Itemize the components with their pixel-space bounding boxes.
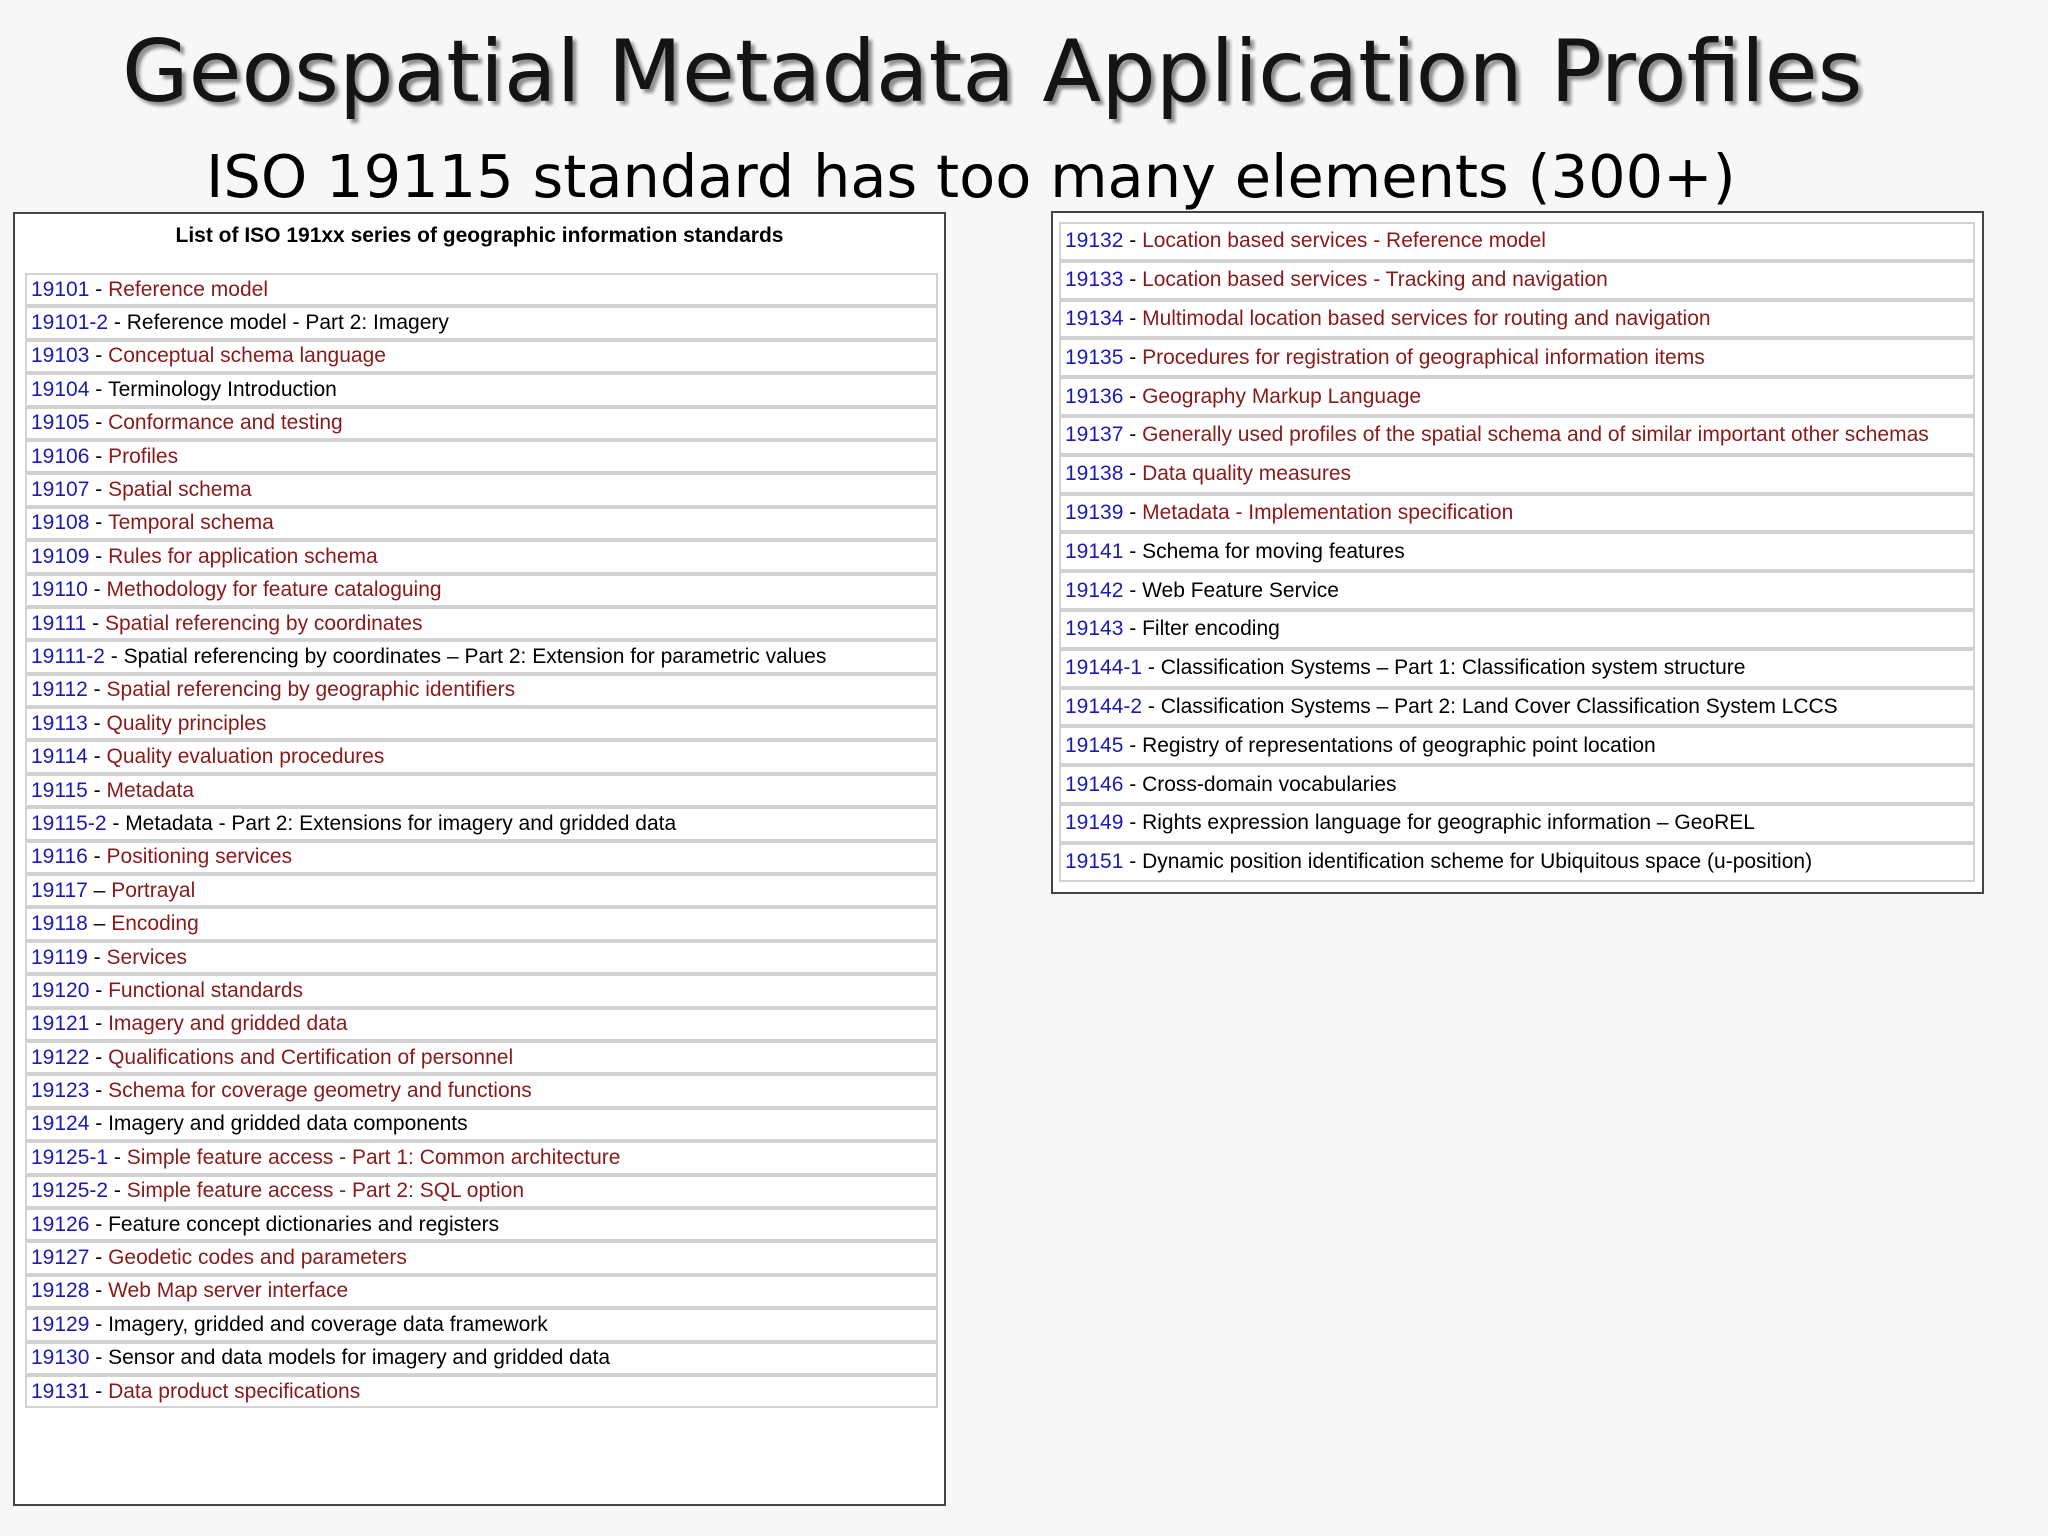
table-row — [1059, 455, 1975, 494]
standard-title[interactable]: Web Map server interface — [108, 1279, 349, 1303]
separator: - — [89, 978, 109, 1002]
separator: - — [87, 945, 107, 969]
standard-title[interactable]: Data product specifications — [108, 1379, 361, 1403]
table-row — [1059, 416, 1975, 455]
standard-code-link[interactable]: 19144-1 — [1065, 656, 1143, 680]
standards-table-left — [13, 212, 946, 1506]
standard-code-link[interactable]: 19115-2 — [31, 811, 107, 835]
standard-code-link[interactable]: 19104 — [31, 377, 90, 401]
slide-title: Geospatial Metadata Application Profiles — [122, 22, 1863, 122]
table-row — [25, 1208, 938, 1241]
standard-code-link[interactable]: 19121 — [31, 1012, 90, 1036]
standard-title[interactable]: Conformance and testing — [108, 411, 343, 435]
separator: - — [1123, 306, 1143, 330]
table-row — [25, 841, 938, 874]
separator: – — [87, 912, 112, 936]
standard-code-link[interactable]: 19143 — [1065, 617, 1124, 641]
standard-code-link[interactable]: 19106 — [31, 444, 90, 468]
table-row — [25, 740, 938, 773]
standard-code-link[interactable]: 19138 — [1065, 462, 1124, 486]
standard-code-link[interactable]: 19108 — [31, 511, 90, 535]
separator: - — [1123, 229, 1143, 253]
separator: - — [89, 377, 109, 401]
standard-code-link[interactable]: 19128 — [31, 1279, 90, 1303]
standard-title[interactable]: Data quality measures — [1142, 462, 1352, 486]
standard-code-link[interactable]: 19130 — [31, 1346, 90, 1370]
standard-title[interactable]: Rules for application schema — [108, 544, 378, 568]
standard-title[interactable]: Conceptual schema language — [108, 344, 386, 368]
separator: - — [89, 1112, 109, 1136]
separator: - — [89, 344, 109, 368]
standard-title[interactable]: Simple feature access - Part 1: Common architecture — [126, 1145, 621, 1169]
standard-code-link[interactable]: 19137 — [1065, 423, 1124, 447]
table-row — [25, 1241, 938, 1274]
separator: - — [89, 444, 109, 468]
table-row — [25, 306, 938, 339]
table-row — [25, 674, 938, 707]
separator: - — [89, 1379, 109, 1403]
standard-title[interactable]: Methodology for feature cataloguing — [106, 578, 442, 602]
standard-code-link[interactable]: 19127 — [31, 1246, 90, 1270]
standard-code-link[interactable]: 19123 — [31, 1079, 90, 1103]
separator: - — [89, 1279, 109, 1303]
standard-title[interactable]: Location based services - Tracking and navigation — [1142, 268, 1608, 292]
standard-title[interactable]: Qualifications and Certification of personnel — [108, 1045, 514, 1069]
table-row — [1059, 222, 1975, 261]
standards-table-right — [1051, 211, 1984, 894]
standard-title[interactable]: Quality principles — [106, 711, 267, 735]
separator: - — [106, 811, 126, 835]
table-row — [25, 1074, 938, 1107]
table-caption: List of ISO 191xx series of geographic information standards — [175, 224, 784, 247]
standard-title[interactable]: Spatial schema — [108, 478, 252, 502]
table-row — [25, 607, 938, 640]
standard-code-link[interactable]: 19133 — [1065, 268, 1124, 292]
separator: - — [89, 511, 109, 535]
separator: - — [89, 1012, 109, 1036]
separator: - — [89, 277, 109, 301]
standard-title: Reference model - Part 2: Imagery — [126, 311, 449, 335]
standard-code-link[interactable]: 19119 — [31, 945, 88, 969]
table-row — [1059, 261, 1975, 300]
table-row — [25, 1275, 938, 1308]
separator: - — [87, 678, 107, 702]
standard-code-link[interactable]: 19112 — [31, 678, 88, 702]
table-row — [25, 507, 938, 540]
table-row — [1059, 300, 1975, 339]
standard-code-link[interactable]: 19136 — [1065, 384, 1124, 408]
separator: - — [1123, 617, 1143, 641]
standard-title[interactable]: Spatial referencing by coordinates — [104, 611, 423, 635]
standard-title: Cross-domain vocabularies — [1142, 772, 1397, 796]
separator: - — [87, 778, 107, 802]
standard-code-link[interactable]: 19125-1 — [31, 1145, 109, 1169]
standard-code-link[interactable]: 19141 — [1065, 539, 1124, 563]
standard-code-link[interactable]: 19107 — [31, 478, 90, 502]
table-row — [1059, 843, 1975, 882]
standard-code-link[interactable]: 19111 — [31, 611, 87, 635]
table-row — [25, 907, 938, 940]
standard-title: Imagery, gridded and coverage data framework — [108, 1312, 548, 1336]
standard-code-link[interactable]: 19111-2 — [31, 644, 105, 668]
standard-title[interactable]: Location based services - Reference model — [1142, 229, 1546, 253]
table-row — [25, 774, 938, 807]
standard-code-link[interactable]: 19120 — [31, 978, 90, 1002]
standard-title[interactable]: Profiles — [108, 444, 179, 468]
separator: - — [89, 1212, 109, 1236]
standard-title: Web Feature Service — [1142, 578, 1339, 602]
standard-title[interactable]: Encoding — [111, 912, 199, 936]
standard-title[interactable]: Schema for coverage geometry and functions — [108, 1079, 532, 1103]
separator: - — [89, 1346, 109, 1370]
separator: - — [1123, 811, 1143, 835]
separator: - — [1123, 423, 1143, 447]
standard-title[interactable]: Metadata — [106, 778, 195, 802]
separator: - — [87, 711, 107, 735]
standard-title: Feature concept dictionaries and registers — [108, 1212, 500, 1236]
table-row — [1059, 494, 1975, 533]
standard-title: Sensor and data models for imagery and gridded data — [108, 1346, 611, 1370]
separator: - — [87, 745, 107, 769]
separator: - — [87, 845, 107, 869]
separator: - — [1142, 694, 1161, 718]
table-row — [1059, 338, 1975, 377]
separator: – — [87, 878, 112, 902]
standard-title[interactable]: Quality evaluation procedures — [106, 745, 385, 769]
table-row — [25, 407, 938, 440]
separator: - — [89, 1246, 109, 1270]
separator: - — [1123, 384, 1143, 408]
standard-title[interactable]: Portrayal — [111, 878, 196, 902]
standard-title: Metadata - Part 2: Extensions for imagery and gridded data — [125, 811, 677, 835]
standard-code-link[interactable]: 19132 — [1065, 229, 1124, 253]
standard-title: Rights expression language for geographic information – GeoREL — [1142, 811, 1755, 835]
standard-code-link[interactable]: 19125-2 — [31, 1179, 109, 1203]
table-row — [1059, 571, 1975, 610]
standard-code-link[interactable]: 19145 — [1065, 733, 1124, 757]
standard-title[interactable]: Simple feature access - Part 2: SQL option — [126, 1179, 524, 1203]
table-row — [25, 807, 938, 840]
standard-title: Classification Systems – Part 2: Land Cover Classification System LCCS — [1160, 694, 1838, 718]
standard-code-link[interactable]: 19146 — [1065, 772, 1124, 796]
standard-code-link[interactable]: 19113 — [31, 711, 88, 735]
separator: - — [1123, 500, 1143, 524]
standard-title: Spatial referencing by coordinates – Part 2: Extension for parametric values — [123, 644, 827, 668]
table-row — [25, 1342, 938, 1375]
standard-code-link[interactable]: 19122 — [31, 1045, 90, 1069]
table-row — [1059, 610, 1975, 649]
standard-title: Schema for moving features — [1142, 539, 1405, 563]
table-row — [25, 1041, 938, 1074]
standard-code-link[interactable]: 19114 — [31, 745, 88, 769]
standard-code-link[interactable]: 19105 — [31, 411, 90, 435]
table-row — [25, 473, 938, 506]
separator: - — [1123, 733, 1143, 757]
standard-code-link[interactable]: 19151 — [1065, 850, 1124, 874]
standard-title[interactable]: Services — [106, 945, 188, 969]
standard-title[interactable]: Spatial referencing by geographic identifiers — [106, 678, 516, 702]
table-row — [25, 1308, 938, 1341]
table-row — [25, 1375, 938, 1408]
table-row — [25, 1108, 938, 1141]
standard-title[interactable]: Multimodal location based services for routing and navigation — [1142, 306, 1711, 330]
separator: - — [1123, 345, 1143, 369]
standard-title: Classification Systems – Part 1: Classification system structure — [1160, 656, 1746, 680]
table-row — [1059, 765, 1975, 804]
standard-title[interactable]: Temporal schema — [108, 511, 274, 535]
standard-title[interactable]: Geodetic codes and parameters — [108, 1246, 407, 1270]
standard-code-link[interactable]: 19139 — [1065, 500, 1124, 524]
slide-subtitle: ISO 19115 standard has too many elements (300+) — [206, 142, 1736, 211]
table-row — [1059, 688, 1975, 727]
standard-code-link[interactable]: 19101-2 — [31, 311, 109, 335]
standard-title[interactable]: Generally used profiles of the spatial schema and of similar important other schemas — [1142, 423, 1929, 447]
standard-title[interactable]: Reference model — [108, 277, 268, 301]
standard-code-link[interactable]: 19124 — [31, 1112, 90, 1136]
standard-code-link[interactable]: 19126 — [31, 1212, 90, 1236]
table-row — [1059, 649, 1975, 688]
standard-title[interactable]: Geography Markup Language — [1142, 384, 1422, 408]
standard-code-link[interactable]: 19149 — [1065, 811, 1124, 835]
standard-code-link[interactable]: 19103 — [31, 344, 90, 368]
standard-code-link[interactable]: 19129 — [31, 1312, 90, 1336]
standard-code-link[interactable]: 19115 — [31, 778, 88, 802]
separator: - — [1123, 850, 1143, 874]
standard-code-link[interactable]: 19101 — [31, 277, 90, 301]
standard-title: Terminology Introduction — [108, 377, 337, 401]
separator: - — [89, 1045, 109, 1069]
standard-code-link[interactable]: 19117 — [31, 878, 88, 902]
table-row — [1059, 804, 1975, 843]
standard-code-link[interactable]: 19116 — [31, 845, 88, 869]
standard-title: Registry of representations of geographic point location — [1142, 733, 1656, 757]
separator: - — [108, 1145, 127, 1169]
table-row — [25, 1008, 938, 1041]
standard-title[interactable]: Metadata - Implementation specification — [1142, 500, 1514, 524]
standard-title[interactable]: Positioning services — [106, 845, 293, 869]
standard-code-link[interactable]: 19109 — [31, 544, 90, 568]
table-row — [1059, 377, 1975, 416]
table-row — [25, 1141, 938, 1174]
separator: - — [1142, 656, 1161, 680]
separator: - — [89, 478, 109, 502]
standard-code-link[interactable]: 19142 — [1065, 578, 1124, 602]
separator: - — [1123, 462, 1143, 486]
standard-code-link[interactable]: 19131 — [31, 1379, 90, 1403]
standard-title[interactable]: Functional standards — [108, 978, 304, 1002]
standard-code-link[interactable]: 19110 — [31, 578, 88, 602]
separator: - — [108, 311, 127, 335]
separator: - — [89, 411, 109, 435]
separator: - — [1123, 578, 1143, 602]
standard-title: Imagery and gridded data components — [108, 1112, 468, 1136]
separator: - — [1123, 772, 1143, 796]
standard-title: Dynamic position identification scheme for Ubiquitous space (u-position) — [1142, 850, 1813, 874]
table-row — [25, 1175, 938, 1208]
separator: - — [108, 1179, 127, 1203]
standard-title: Filter encoding — [1142, 617, 1280, 641]
table-row — [25, 574, 938, 607]
table-row — [1059, 726, 1975, 765]
standard-title[interactable]: Imagery and gridded data — [108, 1012, 348, 1036]
separator: - — [89, 1079, 109, 1103]
standard-title[interactable]: Procedures for registration of geographical information items — [1142, 345, 1705, 369]
table-row — [25, 874, 938, 907]
separator: - — [86, 611, 105, 635]
separator: - — [1123, 268, 1143, 292]
table-row — [25, 640, 938, 673]
table-row — [25, 707, 938, 740]
separator: - — [104, 644, 124, 668]
standards-list-right — [1059, 222, 1975, 882]
separator: - — [87, 578, 107, 602]
table-row — [25, 273, 938, 306]
table-row — [25, 340, 938, 373]
table-row — [25, 540, 938, 573]
table-row — [1059, 532, 1975, 571]
standard-code-link[interactable]: 19118 — [31, 912, 88, 936]
standard-code-link[interactable]: 19134 — [1065, 306, 1124, 330]
table-row — [25, 373, 938, 406]
separator: - — [89, 544, 109, 568]
standards-list-left — [25, 273, 938, 1408]
table-row — [25, 440, 938, 473]
table-row — [25, 941, 938, 974]
standard-code-link[interactable]: 19144-2 — [1065, 694, 1143, 718]
separator: - — [89, 1312, 109, 1336]
separator: - — [1123, 539, 1143, 563]
table-row — [25, 974, 938, 1007]
standard-code-link[interactable]: 19135 — [1065, 345, 1124, 369]
